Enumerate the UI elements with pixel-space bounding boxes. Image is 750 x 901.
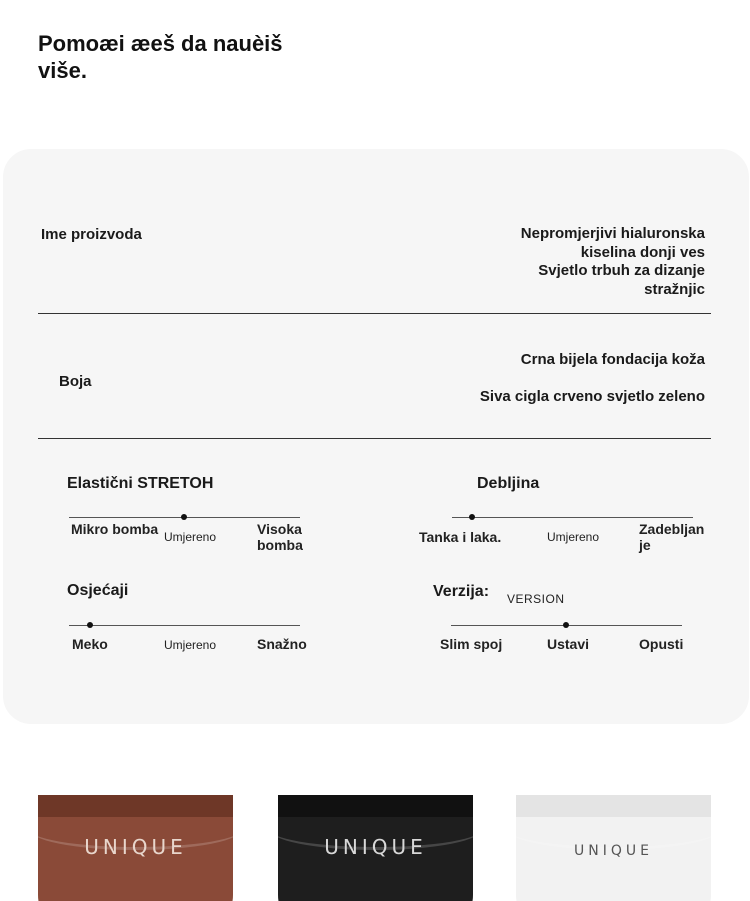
feel-option: Meko xyxy=(72,636,108,652)
elastic-scale-title: Elastični STRETOH xyxy=(67,475,214,492)
product-image-white[interactable] xyxy=(516,795,711,901)
spec-card xyxy=(3,149,749,724)
brief-shape xyxy=(278,795,473,901)
color-value xyxy=(480,351,705,406)
elastic-scale-marker xyxy=(181,514,187,520)
brand-logo-text: UNIQUE xyxy=(84,835,187,859)
brand-logo-text: UNIQUE xyxy=(574,843,653,859)
thickness-scale-line xyxy=(452,517,693,518)
thickness-option: Umjereno xyxy=(547,530,600,544)
page-headline xyxy=(38,30,338,84)
version-option: Ustavi xyxy=(547,636,590,652)
version-option: Opusti xyxy=(639,636,684,652)
product-name-line: Svjetlo trbuh za dizanje xyxy=(538,262,705,279)
version-option: Slim spoj xyxy=(440,636,503,652)
product-name-line: stražnjic xyxy=(644,280,705,298)
feel-scale-line xyxy=(69,625,300,626)
brief-shape xyxy=(516,795,711,901)
product-image-brown[interactable] xyxy=(38,795,233,901)
feel-scale-marker xyxy=(87,622,93,628)
product-image-black[interactable] xyxy=(278,795,473,901)
feel-option: Snažno xyxy=(257,636,307,652)
color-value-line: Crna bijela fondacija koža xyxy=(520,351,705,368)
version-tag: VERSION xyxy=(507,592,565,606)
headline-line-2: više. xyxy=(38,58,87,83)
elastic-option: Visoka bomba xyxy=(257,521,303,553)
feel-option: Umjereno xyxy=(164,638,217,652)
product-name-line: kiselina donji ves xyxy=(580,243,705,261)
row-divider xyxy=(38,313,711,314)
color-label: Boja xyxy=(59,373,92,390)
brief-shape xyxy=(38,795,233,901)
version-scale-title: Verzija: xyxy=(433,583,490,600)
feel-scale-title: Osjećaji xyxy=(67,582,129,599)
thickness-scale-marker xyxy=(469,514,475,520)
brand-logo-text: UNIQUE xyxy=(324,835,427,859)
headline-line-1: Pomoæi æeš da nauèiš xyxy=(38,31,283,56)
row-divider xyxy=(38,438,711,439)
version-scale-marker xyxy=(563,622,569,628)
elastic-option: Umjereno xyxy=(164,530,217,544)
product-name-line: Nepromjerjivi hialuronska xyxy=(520,225,705,242)
thickness-option: Zadebljan je xyxy=(639,521,705,553)
thickness-scale-title: Debljina xyxy=(477,475,540,492)
elastic-option: Mikro bomba xyxy=(71,521,159,537)
color-value-line: Siva cigla crveno svjetlo zeleno xyxy=(479,387,705,405)
product-name-value xyxy=(521,225,705,299)
product-name-label: Ime proizvoda xyxy=(41,226,142,243)
thickness-option: Tanka i laka. xyxy=(419,529,502,545)
